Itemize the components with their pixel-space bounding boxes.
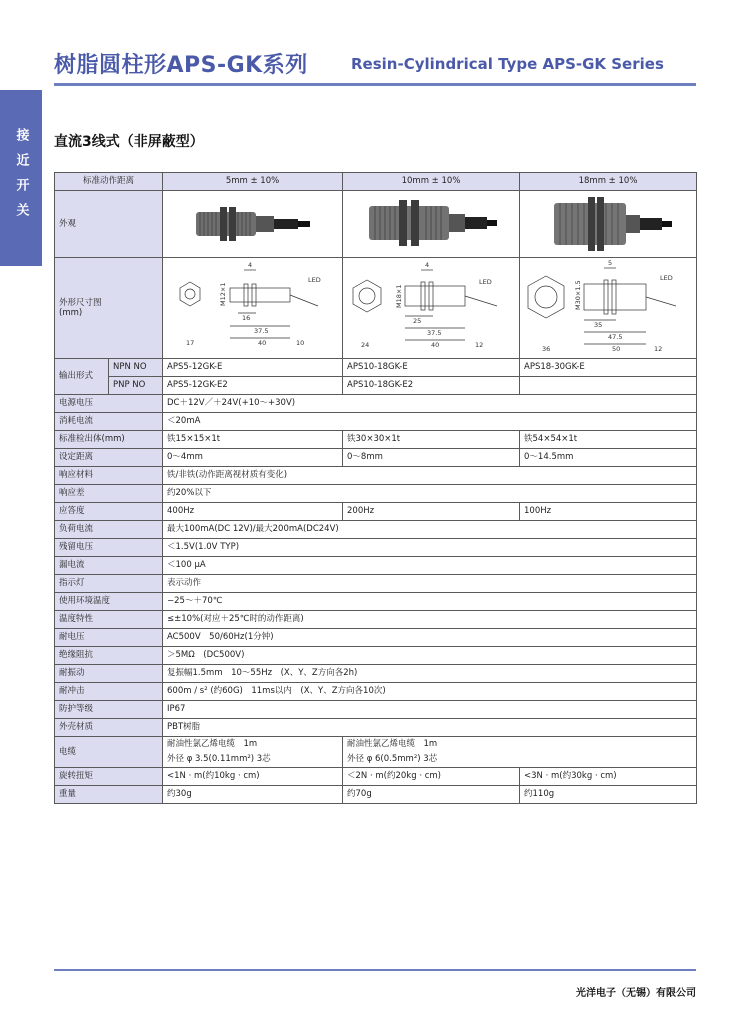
- svg-text:5: 5: [608, 259, 613, 267]
- appearance-label: 外观: [55, 191, 163, 258]
- dim-drawing-small: [168, 258, 338, 358]
- row-value: 约70g: [343, 786, 520, 804]
- output-pnp-row: [55, 377, 697, 395]
- row-value: ＜1.5V(1.0V TYP): [163, 539, 697, 557]
- row-label: 响应差: [55, 485, 163, 503]
- row-value: <1N · m(约10kg · cm): [163, 768, 343, 786]
- svg-text:47.5: 47.5: [608, 333, 623, 341]
- dimension-label: 外形尺寸图 (mm): [55, 258, 163, 359]
- row-value: 铁15×15×1t: [163, 431, 343, 449]
- svg-text:LED: LED: [660, 274, 673, 282]
- side-tab-label: 接近开关: [13, 128, 29, 228]
- spec-row: [55, 683, 697, 701]
- npn-model-2: APS10-18GK-E: [343, 359, 520, 377]
- row-value: 铁/非铁(动作距离视材质有变化): [163, 467, 697, 485]
- sensor-photo-small: [188, 194, 318, 254]
- spec-row: [55, 786, 697, 804]
- row-value: 约30g: [163, 786, 343, 804]
- svg-text:12: 12: [475, 341, 484, 349]
- row-value: AC500V 50/60Hz(1分钟): [163, 629, 697, 647]
- spec-row: [55, 521, 697, 539]
- row-value: 铁30×30×1t: [343, 431, 520, 449]
- spec-row: [55, 768, 697, 786]
- photo-cell-2: [343, 191, 520, 258]
- col-label-head: 标准动作距离: [55, 173, 163, 191]
- spec-row: [55, 665, 697, 683]
- cable-spec-1-line1: 耐油性氯乙烯电缆 1m: [167, 739, 258, 749]
- row-label: 外壳材质: [55, 719, 163, 737]
- spec-row: [55, 719, 697, 737]
- side-tab: [0, 90, 42, 266]
- row-label: 耐冲击: [55, 683, 163, 701]
- spec-table: [54, 172, 697, 804]
- row-label: 电源电压: [55, 395, 163, 413]
- svg-text:M18×1: M18×1: [395, 284, 404, 308]
- row-value: 0～4mm: [163, 449, 343, 467]
- row-value: 0～14.5mm: [520, 449, 697, 467]
- spec-row: [55, 485, 697, 503]
- cable-spec-2-line1: 耐油性氯乙烯电缆 1m: [347, 739, 438, 749]
- svg-text:M30×1.5: M30×1.5: [574, 280, 583, 310]
- spec-row: [55, 395, 697, 413]
- svg-text:24: 24: [361, 341, 370, 349]
- dim-drawing-3: [520, 258, 697, 359]
- row-label: 响应材料: [55, 467, 163, 485]
- spec-row: [55, 431, 697, 449]
- section-title: 直流3线式（非屏蔽型）: [54, 134, 204, 150]
- row-value: ＜2N · m(约20kg · cm): [343, 768, 520, 786]
- row-value: 表示动作: [163, 575, 697, 593]
- row-value: 铁54×54×1t: [520, 431, 697, 449]
- row-label: 耐振动: [55, 665, 163, 683]
- row-label: 漏电流: [55, 557, 163, 575]
- row-value: 600m / s² (约60G) 11ms以内 (X、Y、Z方向各10次): [163, 683, 697, 701]
- title-english: Resin-Cylindrical Type APS-GK Series: [351, 55, 664, 73]
- row-value: 复振幅1.5mm 10～55Hz (X、Y、Z方向各2h): [163, 665, 697, 683]
- dim-drawing-large: [524, 258, 694, 358]
- npn-model-1: APS5-12GK-E: [163, 359, 343, 377]
- row-value: DC＋12V／＋24V(+10～+30V): [163, 395, 697, 413]
- dimension-row: [55, 258, 697, 359]
- svg-text:35: 35: [594, 321, 603, 329]
- svg-text:4: 4: [425, 261, 430, 269]
- cable-row: [55, 737, 697, 768]
- company-name: 光洋电子（无锡）有限公司: [576, 988, 696, 999]
- pnp-model-1: APS5-12GK-E2: [163, 377, 343, 395]
- svg-text:36: 36: [542, 345, 551, 353]
- dim-drawing-2: [343, 258, 520, 359]
- pnp-model-2: APS10-18GK-E2: [343, 377, 520, 395]
- svg-text:25: 25: [413, 317, 422, 325]
- pnp-model-3: [520, 377, 697, 395]
- row-value: 100Hz: [520, 503, 697, 521]
- spec-row: [55, 647, 697, 665]
- row-label: 残留电压: [55, 539, 163, 557]
- cable-spec-2-line2: 外径 φ 6(0.5mm²) 3芯: [347, 754, 438, 764]
- dim-drawing-1: [163, 258, 343, 359]
- row-value: 最大100mA(DC 12V)/最大200mA(DC24V): [163, 521, 697, 539]
- footer-rule: [54, 969, 696, 971]
- spec-row: [55, 575, 697, 593]
- row-value: ≤±10%(对应＋25℃时的动作距离): [163, 611, 697, 629]
- row-label: 温度特性: [55, 611, 163, 629]
- row-label: 消耗电流: [55, 413, 163, 431]
- row-value: 约110g: [520, 786, 697, 804]
- row-value: ＜100 μA: [163, 557, 697, 575]
- row-value: 400Hz: [163, 503, 343, 521]
- svg-text:LED: LED: [307, 276, 321, 284]
- spec-row: [55, 593, 697, 611]
- spec-row: [55, 449, 697, 467]
- svg-text:16: 16: [241, 314, 250, 322]
- svg-text:12: 12: [654, 345, 663, 353]
- header-row: [55, 173, 697, 191]
- col-head-1: 5mm ± 10%: [163, 173, 343, 191]
- spec-row: [55, 557, 697, 575]
- npn-model-3: APS18-30GK-E: [520, 359, 697, 377]
- photo-cell-3: [520, 191, 697, 258]
- row-label: 设定距离: [55, 449, 163, 467]
- col-head-3: 18mm ± 10%: [520, 173, 697, 191]
- svg-text:37.5: 37.5: [427, 329, 442, 337]
- spec-row: [55, 629, 697, 647]
- svg-text:10: 10: [295, 339, 304, 347]
- pnp-label: PNP NO: [109, 377, 163, 395]
- row-value: 200Hz: [343, 503, 520, 521]
- svg-text:40: 40: [257, 339, 266, 347]
- spec-row: [55, 413, 697, 431]
- sensor-photo-large: [538, 191, 678, 257]
- row-value: <3N · m(约30kg · cm): [520, 768, 697, 786]
- header-rule: [54, 83, 696, 86]
- svg-text:17: 17: [185, 339, 194, 347]
- output-label: 输出形式: [55, 359, 109, 395]
- sensor-photo-medium: [361, 192, 501, 256]
- spec-row: [55, 503, 697, 521]
- row-value: ＞5MΩ (DC500V): [163, 647, 697, 665]
- row-value: −25～＋70℃: [163, 593, 697, 611]
- title-chinese: 树脂圆柱形APS-GK系列: [54, 53, 308, 78]
- svg-text:LED: LED: [479, 278, 492, 286]
- page-header: [54, 48, 696, 88]
- row-label: 负荷电流: [55, 521, 163, 539]
- svg-text:M12×1: M12×1: [218, 282, 227, 306]
- row-label: 旋转扭矩: [55, 768, 163, 786]
- row-value: 0～8mm: [343, 449, 520, 467]
- row-value: PBT树脂: [163, 719, 697, 737]
- row-label: 应答度: [55, 503, 163, 521]
- row-label: 绝缘阻抗: [55, 647, 163, 665]
- output-npn-row: [55, 359, 697, 377]
- cable-spec-1: [163, 737, 343, 768]
- photo-cell-1: [163, 191, 343, 258]
- row-label: 指示灯: [55, 575, 163, 593]
- svg-text:40: 40: [431, 341, 440, 349]
- row-value: 约20%以下: [163, 485, 697, 503]
- svg-text:4: 4: [247, 261, 252, 269]
- npn-label: NPN NO: [109, 359, 163, 377]
- row-label: 防护等级: [55, 701, 163, 719]
- row-label: 重量: [55, 786, 163, 804]
- row-label: 使用环境温度: [55, 593, 163, 611]
- spec-row: [55, 467, 697, 485]
- row-label: 耐电压: [55, 629, 163, 647]
- row-value: IP67: [163, 701, 697, 719]
- cable-label: 电缆: [55, 737, 163, 768]
- svg-text:37.5: 37.5: [253, 327, 268, 335]
- svg-text:50: 50: [612, 345, 621, 353]
- spec-row: [55, 539, 697, 557]
- cable-spec-1-line2: 外径 φ 3.5(0.11mm²) 3芯: [167, 754, 271, 764]
- appearance-row: [55, 191, 697, 258]
- col-head-2: 10mm ± 10%: [343, 173, 520, 191]
- row-label: 标准检出体(mm): [55, 431, 163, 449]
- spec-row: [55, 611, 697, 629]
- spec-row: [55, 701, 697, 719]
- cable-spec-2: [343, 737, 697, 768]
- row-value: ＜20mA: [163, 413, 697, 431]
- dim-drawing-medium: [347, 258, 517, 358]
